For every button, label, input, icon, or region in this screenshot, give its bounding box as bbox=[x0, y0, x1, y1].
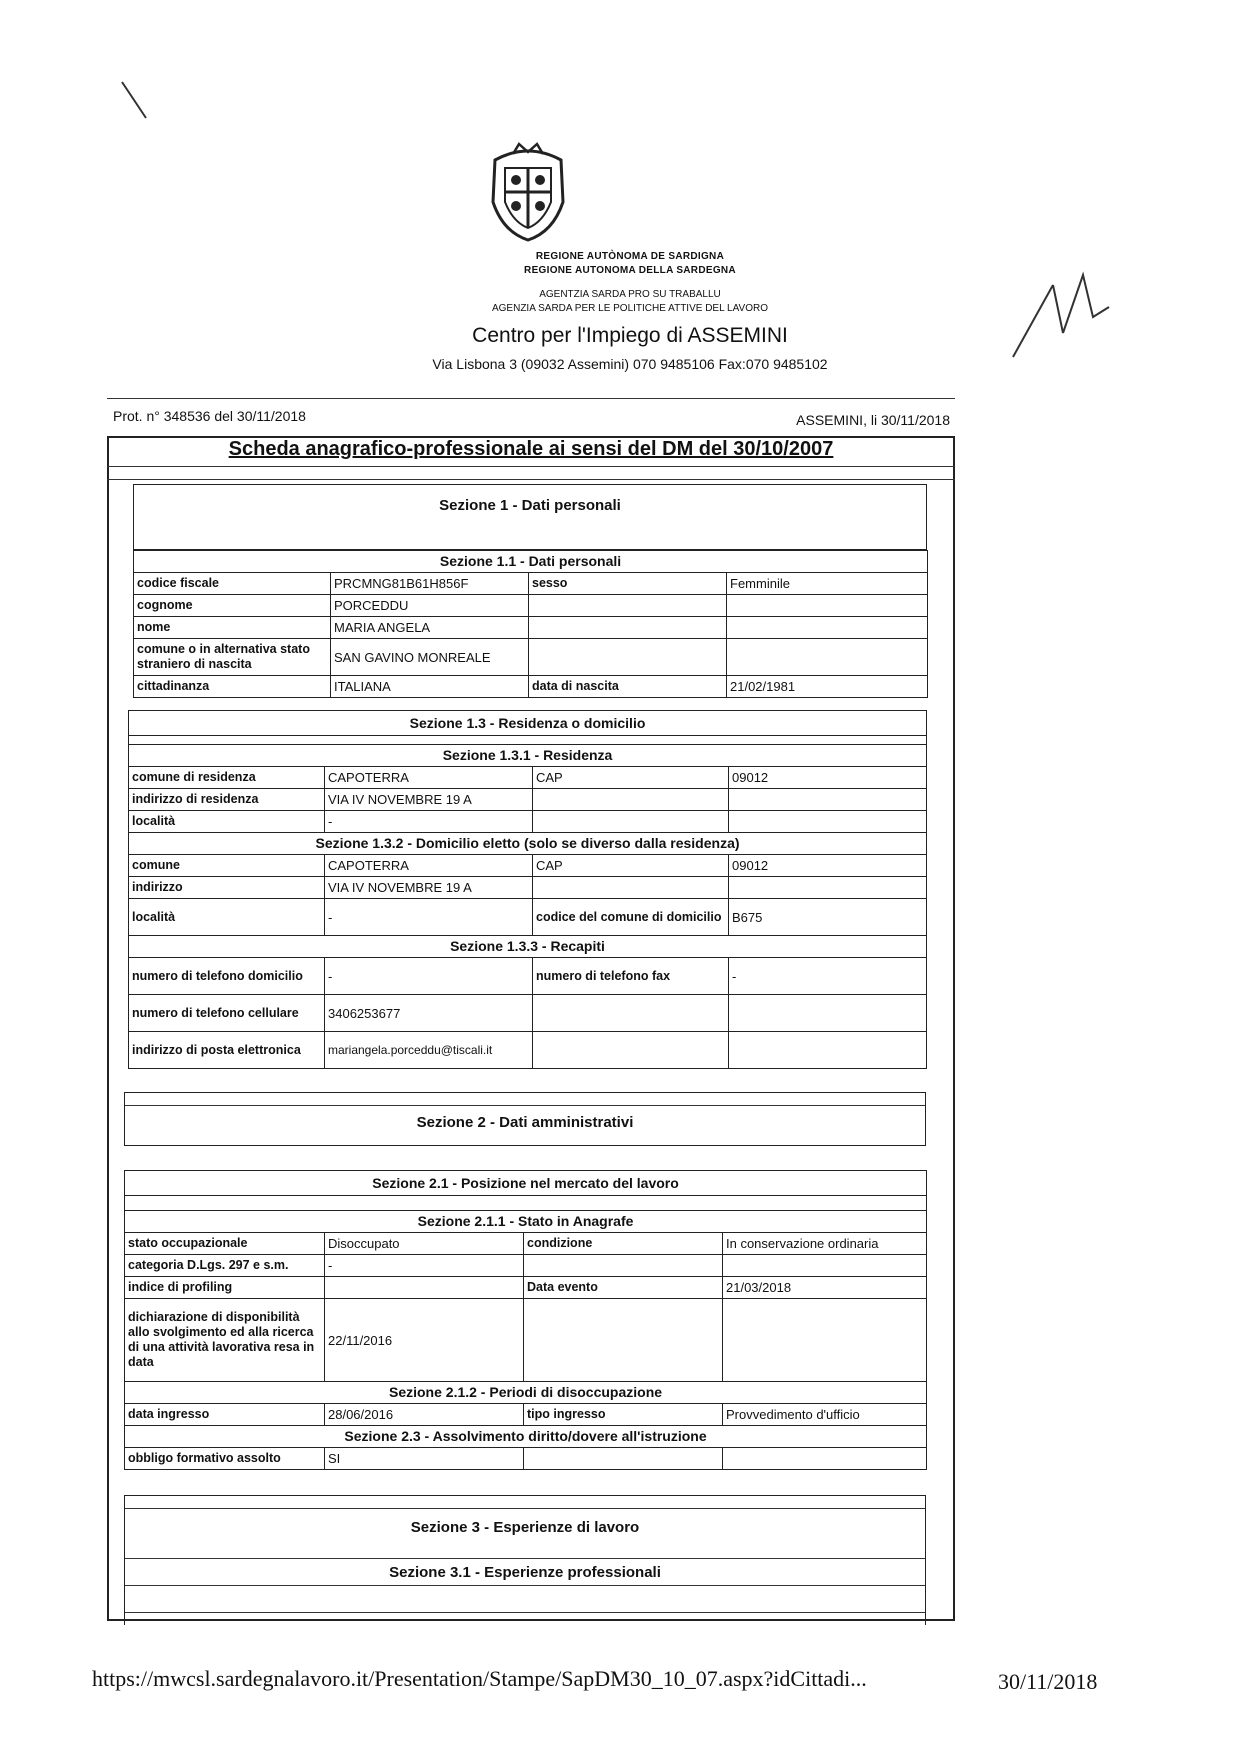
field-label: sesso bbox=[529, 573, 727, 595]
field-label: cittadinanza bbox=[134, 676, 331, 698]
print-url: https://mwcsl.sardegnalavoro.it/Presentation/Stampe/SapDM30_10_07.aspx?idCittadi... bbox=[92, 1666, 867, 1691]
field-label: CAP bbox=[533, 767, 729, 789]
protocol-number: Prot. n° 348536 del 30/11/2018 bbox=[113, 408, 306, 424]
print-date: 30/11/2018 bbox=[998, 1669, 1098, 1694]
section-1-box bbox=[133, 484, 927, 550]
table-row bbox=[125, 1404, 927, 1426]
field-label: categoria D.Lgs. 297 e s.m. bbox=[125, 1255, 325, 1277]
field-label: comune di residenza bbox=[129, 767, 325, 789]
table-row bbox=[134, 595, 928, 617]
field-label: indirizzo di residenza bbox=[129, 789, 325, 811]
table-row bbox=[129, 855, 927, 877]
field-value: 28/06/2016 bbox=[325, 1404, 524, 1426]
field-label: nome bbox=[134, 617, 331, 639]
field-value: MARIA ANGELA bbox=[331, 617, 529, 639]
org-name-italian: REGIONE AUTONOMA DELLA SARDEGNA bbox=[524, 265, 736, 276]
section-1-3-table bbox=[128, 710, 927, 1069]
table-row bbox=[129, 877, 927, 899]
table-row bbox=[134, 573, 928, 595]
field-value: - bbox=[325, 899, 533, 936]
agency-name-sardinian: AGENTZIA SARDA PRO SU TRABALLU bbox=[539, 289, 721, 300]
table-row bbox=[125, 1255, 927, 1277]
field-value: mariangela.porceddu@tiscali.it bbox=[325, 1032, 533, 1069]
field-label: comune bbox=[129, 855, 325, 877]
field-value bbox=[727, 639, 928, 676]
field-value: ITALIANA bbox=[331, 676, 529, 698]
section-1-3-1-title: Sezione 1.3.1 - Residenza bbox=[129, 745, 927, 767]
letterhead bbox=[0, 250, 1240, 374]
field-value: Disoccupato bbox=[325, 1233, 524, 1255]
field-value: 21/03/2018 bbox=[723, 1277, 927, 1299]
field-label: dichiarazione di disponibilità allo svolgimento ed alla ricerca di una attività lavorativa resa in data bbox=[125, 1299, 325, 1382]
field-label: indice di profiling bbox=[125, 1277, 325, 1299]
field-label bbox=[533, 811, 729, 833]
section-2-rule bbox=[125, 1105, 925, 1106]
table-row bbox=[129, 789, 927, 811]
field-value: 09012 bbox=[729, 855, 927, 877]
field-value bbox=[325, 1277, 524, 1299]
field-label bbox=[529, 595, 727, 617]
field-label bbox=[533, 995, 729, 1032]
field-value: PRCMNG81B61H856F bbox=[331, 573, 529, 595]
table-row bbox=[129, 899, 927, 936]
org-name-sardinian: REGIONE AUTÒNOMA DE SARDIGNA bbox=[535, 251, 725, 262]
empty-cell bbox=[723, 1448, 927, 1470]
field-value: - bbox=[325, 958, 533, 995]
table-row bbox=[129, 767, 927, 789]
agency-name-italian: AGENZIA SARDA PER LE POLITICHE ATTIVE DEL LAVORO bbox=[491, 303, 768, 314]
table-row bbox=[125, 1448, 927, 1470]
regione-sardegna-coat-of-arms bbox=[483, 140, 573, 242]
field-value: 09012 bbox=[729, 767, 927, 789]
section-2-box bbox=[124, 1092, 926, 1146]
table-row bbox=[125, 1233, 927, 1255]
title-rule-1 bbox=[107, 466, 955, 467]
handwritten-initial-mark bbox=[118, 78, 158, 128]
field-label bbox=[524, 1299, 723, 1382]
section-2-title: Sezione 2 - Dati amministrativi bbox=[416, 1114, 634, 1131]
section-1-1-table bbox=[133, 550, 928, 698]
section-3-rule bbox=[125, 1508, 925, 1509]
field-label: obbligo formativo assolto bbox=[125, 1448, 325, 1470]
field-label: numero di telefono fax bbox=[533, 958, 729, 995]
section-1-title: Sezione 1 - Dati personali bbox=[439, 497, 621, 514]
field-value: 21/02/1981 bbox=[727, 676, 928, 698]
field-label: condizione bbox=[524, 1233, 723, 1255]
field-value: B675 bbox=[729, 899, 927, 936]
field-value: VIA IV NOVEMBRE 19 A bbox=[325, 877, 533, 899]
table-row bbox=[134, 676, 928, 698]
field-value: SAN GAVINO MONREALE bbox=[331, 639, 529, 676]
section-3-rule-4 bbox=[125, 1612, 925, 1613]
section-3-rule-3 bbox=[125, 1585, 925, 1586]
field-value bbox=[729, 1032, 927, 1069]
table-row bbox=[129, 1032, 927, 1069]
center-title: Centro per l'Impiego di ASSEMINI bbox=[472, 324, 788, 347]
field-label: codice fiscale bbox=[134, 573, 331, 595]
header-divider bbox=[107, 398, 955, 399]
section-3-1-title: Sezione 3.1 - Esperienze professionali bbox=[389, 1564, 661, 1581]
field-label: CAP bbox=[533, 855, 729, 877]
field-label: indirizzo di posta elettronica bbox=[129, 1032, 325, 1069]
field-label: data di nascita bbox=[529, 676, 727, 698]
section-3-rule-2 bbox=[125, 1558, 925, 1559]
section-3-box bbox=[124, 1495, 926, 1625]
spacer-row bbox=[125, 1196, 927, 1211]
field-value: CAPOTERRA bbox=[325, 767, 533, 789]
field-value bbox=[723, 1255, 927, 1277]
field-label bbox=[529, 617, 727, 639]
field-value bbox=[729, 811, 927, 833]
section-2-1-table bbox=[124, 1170, 927, 1470]
field-label bbox=[529, 639, 727, 676]
field-value bbox=[723, 1299, 927, 1382]
field-label: indirizzo bbox=[129, 877, 325, 899]
table-row bbox=[134, 639, 928, 676]
field-value bbox=[727, 595, 928, 617]
field-value: In conservazione ordinaria bbox=[723, 1233, 927, 1255]
title-rule-2 bbox=[107, 479, 955, 480]
field-label: località bbox=[129, 811, 325, 833]
center-address: Via Lisbona 3 (09032 Assemini) 070 9485106 Fax:070 9485102 bbox=[432, 356, 828, 372]
field-value: Femminile bbox=[727, 573, 928, 595]
table-row bbox=[125, 1299, 927, 1382]
spacer-row bbox=[129, 736, 927, 745]
field-value: Provvedimento d'ufficio bbox=[723, 1404, 927, 1426]
table-row bbox=[129, 958, 927, 995]
field-label: tipo ingresso bbox=[524, 1404, 723, 1426]
field-label bbox=[533, 877, 729, 899]
field-value: VIA IV NOVEMBRE 19 A bbox=[325, 789, 533, 811]
table-row bbox=[129, 811, 927, 833]
field-label: codice del comune di domicilio bbox=[533, 899, 729, 936]
field-value: SI bbox=[325, 1448, 524, 1470]
field-value: 3406253677 bbox=[325, 995, 533, 1032]
section-2-3-title: Sezione 2.3 - Assolvimento diritto/dovere all'istruzione bbox=[125, 1426, 927, 1448]
field-label: cognome bbox=[134, 595, 331, 617]
field-value bbox=[729, 789, 927, 811]
table-row bbox=[129, 995, 927, 1032]
field-label: numero di telefono cellulare bbox=[129, 995, 325, 1032]
field-value: 22/11/2016 bbox=[325, 1299, 524, 1382]
field-label bbox=[533, 789, 729, 811]
field-label: numero di telefono domicilio bbox=[129, 958, 325, 995]
document-title: Scheda anagrafico-professionale ai sensi del DM del 30/10/2007 bbox=[228, 438, 834, 460]
field-label: stato occupazionale bbox=[125, 1233, 325, 1255]
place-and-date: ASSEMINI, li 30/11/2018 bbox=[796, 412, 950, 428]
field-value bbox=[729, 877, 927, 899]
field-value: PORCEDDU bbox=[331, 595, 529, 617]
section-1-3-3-title: Sezione 1.3.3 - Recapiti bbox=[129, 936, 927, 958]
field-label bbox=[533, 1032, 729, 1069]
field-value bbox=[727, 617, 928, 639]
field-value: - bbox=[729, 958, 927, 995]
section-2-1-1-title: Sezione 2.1.1 - Stato in Anagrafe bbox=[125, 1211, 927, 1233]
field-label: località bbox=[129, 899, 325, 936]
field-label: Data evento bbox=[524, 1277, 723, 1299]
section-1-3-title: Sezione 1.3 - Residenza o domicilio bbox=[129, 711, 927, 736]
field-value bbox=[729, 995, 927, 1032]
field-value: - bbox=[325, 1255, 524, 1277]
field-value: - bbox=[325, 811, 533, 833]
section-2-1-title: Sezione 2.1 - Posizione nel mercato del lavoro bbox=[125, 1171, 927, 1196]
field-label: data ingresso bbox=[125, 1404, 325, 1426]
section-1-3-2-title: Sezione 1.3.2 - Domicilio eletto (solo se diverso dalla residenza) bbox=[129, 833, 927, 855]
field-label: comune o in alternativa stato straniero di nascita bbox=[134, 639, 331, 676]
empty-cell bbox=[524, 1448, 723, 1470]
field-value: CAPOTERRA bbox=[325, 855, 533, 877]
section-1-1-title: Sezione 1.1 - Dati personali bbox=[134, 551, 928, 573]
table-row bbox=[134, 617, 928, 639]
table-row bbox=[125, 1277, 927, 1299]
field-label bbox=[524, 1255, 723, 1277]
section-2-1-2-title: Sezione 2.1.2 - Periodi di disoccupazione bbox=[125, 1382, 927, 1404]
section-3-title: Sezione 3 - Esperienze di lavoro bbox=[410, 1519, 640, 1536]
